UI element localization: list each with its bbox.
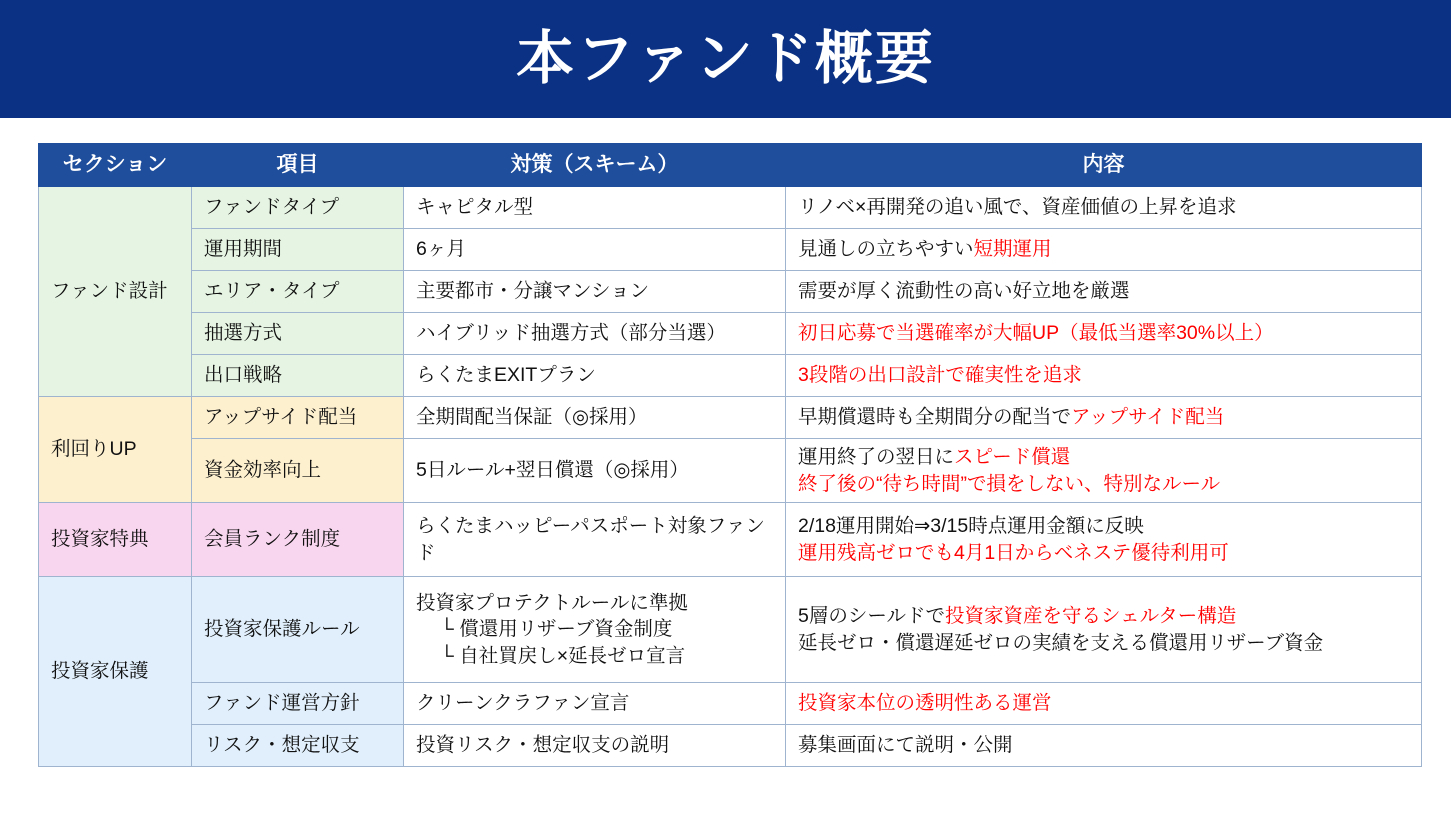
table-row [39, 229, 1422, 271]
item-cell-risk-balance: リスク・想定収支 [192, 725, 404, 767]
column-header-section: セクション [39, 144, 192, 187]
item-cell-protection-rule: 投資家保護ルール [192, 577, 404, 683]
content-cell-operation-policy [786, 683, 1422, 725]
content-text: 5層のシールドで [798, 605, 945, 628]
scheme-cell-capital-efficiency: 5日ルール+翌日償還（◎採用） [404, 439, 786, 503]
item-cell-member-rank: 会員ランク制度 [192, 503, 404, 577]
table-header [39, 144, 1422, 187]
content-line-1 [798, 603, 1420, 629]
section-cell-investor-protection: 投資家保護 [39, 577, 192, 767]
item-cell-lottery-method: 抽選方式 [192, 313, 404, 355]
content-highlight: 投資家本位の透明性ある運営 [798, 692, 1052, 715]
item-cell-area-type: エリア・タイプ [192, 271, 404, 313]
scheme-cell-risk-balance: 投資リスク・想定収支の説明 [404, 725, 786, 767]
table-row [39, 503, 1422, 577]
content-line-1: 2/18運用開始⇒3/15時点運用金額に反映 [798, 515, 1144, 538]
table-row [39, 683, 1422, 725]
scheme-cell-operation-policy: クリーンクラファン宣言 [404, 683, 786, 725]
content-line-1 [798, 444, 1420, 470]
section-cell-yield-up: 利回りUP [39, 397, 192, 503]
content-highlight: スピード償還 [954, 446, 1071, 469]
content-highlight: 投資家資産を守るシェルター構造 [944, 605, 1237, 628]
column-header-item: 項目 [192, 144, 404, 187]
content-cell-capital-efficiency [786, 439, 1422, 503]
item-cell-exit-strategy: 出口戦略 [192, 355, 404, 397]
content-text: 需要が厚く流動性の高い好立地を厳選 [798, 280, 1130, 303]
content-text: リノベ×再開発の追い風で、資産価値の上昇を追求 [798, 196, 1237, 219]
content-highlight: 3段階の出口設計で確実性を追求 [798, 364, 1082, 387]
scheme-line-1: 投資家プロテクトルールに準拠 [416, 592, 688, 615]
content-line-2: 運用残高ゼロでも4月1日からベネステ優待利用可 [798, 541, 1229, 564]
page-title: 本ファンド概要 [516, 26, 935, 91]
item-cell-capital-efficiency: 資金効率向上 [192, 439, 404, 503]
table-row [39, 187, 1422, 229]
column-header-content: 内容 [786, 144, 1422, 187]
content-cell-upside-dividend [786, 397, 1422, 439]
section-cell-investor-benefits: 投資家特典 [39, 503, 192, 577]
item-cell-operation-period: 運用期間 [192, 229, 404, 271]
content-text: 見通しの立ちやすい [798, 238, 974, 261]
content-cell-risk-balance [786, 725, 1422, 767]
scheme-cell-protection-rule [404, 577, 786, 683]
scheme-cell-fund-type: キャピタル型 [404, 187, 786, 229]
item-cell-upside-dividend: アップサイド配当 [192, 397, 404, 439]
table-row [39, 577, 1422, 683]
content-line-2: 延長ゼロ・償還遅延ゼロの実績を支える償還用リザーブ資金 [798, 631, 1324, 654]
item-cell-operation-policy: ファンド運営方針 [192, 683, 404, 725]
section-cell-fund-design: ファンド設計 [39, 187, 192, 397]
item-cell-fund-type: ファンドタイプ [192, 187, 404, 229]
scheme-cell-area-type: 主要都市・分譲マンション [404, 271, 786, 313]
content-cell-protection-rule [786, 577, 1422, 683]
table-container [0, 118, 1451, 767]
scheme-cell-lottery-method: ハイブリッド抽選方式（部分当選） [404, 313, 786, 355]
table-body [39, 187, 1422, 767]
content-cell-area-type [786, 271, 1422, 313]
title-bar [0, 0, 1451, 118]
content-highlight: アップサイド配当 [1071, 406, 1225, 429]
scheme-cell-member-rank: らくたまハッピーパスポート対象ファンド [404, 503, 786, 577]
table-header-row [39, 144, 1422, 187]
content-cell-exit-strategy [786, 355, 1422, 397]
content-cell-lottery-method [786, 313, 1422, 355]
table-row [39, 397, 1422, 439]
table-row [39, 271, 1422, 313]
content-highlight: 初日応募で当選確率が大幅UP（最低当選率30%以上） [798, 322, 1274, 345]
scheme-line-2: └ 償還用リザーブ資金制度 [440, 618, 673, 641]
content-text: 早期償還時も全期間分の配当で [798, 406, 1072, 429]
fund-overview-table [38, 143, 1422, 767]
table-row [39, 355, 1422, 397]
table-row [39, 439, 1422, 503]
scheme-line-3: └ 自社買戻し×延長ゼロ宣言 [440, 644, 686, 667]
content-text: 募集画面にて説明・公開 [798, 734, 1013, 757]
content-highlight: 短期運用 [973, 238, 1052, 261]
content-line-2: 終了後の“待ち時間”で損をしない、特別なルール [798, 472, 1221, 495]
content-cell-member-rank [786, 503, 1422, 577]
scheme-cell-upside-dividend: 全期間配当保証（◎採用） [404, 397, 786, 439]
content-cell-fund-type [786, 187, 1422, 229]
column-header-scheme: 対策（スキーム） [404, 144, 786, 187]
content-cell-operation-period [786, 229, 1422, 271]
content-text: 運用終了の翌日に [798, 446, 955, 469]
table-row [39, 313, 1422, 355]
table-row [39, 725, 1422, 767]
scheme-cell-exit-strategy: らくたまEXITプラン [404, 355, 786, 397]
scheme-cell-operation-period: 6ヶ月 [404, 229, 786, 271]
